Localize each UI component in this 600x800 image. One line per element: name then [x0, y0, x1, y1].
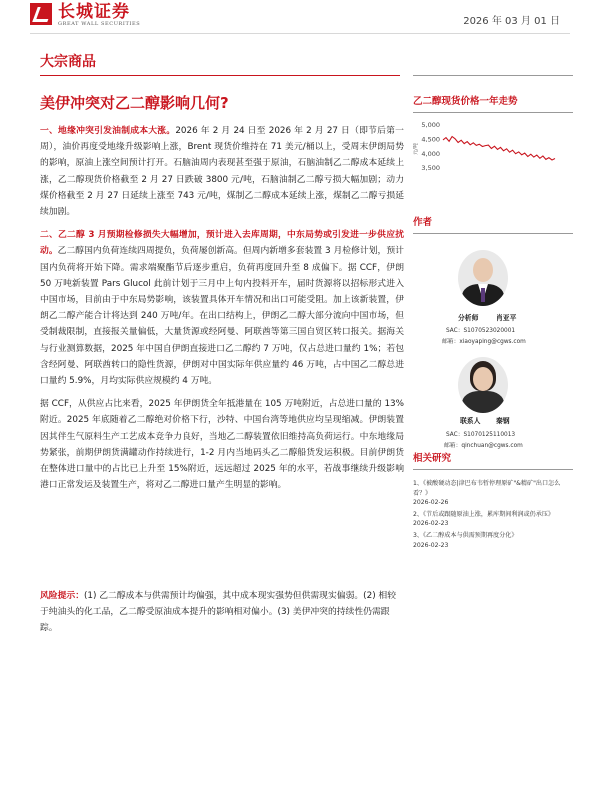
authors-heading-rule: [413, 233, 573, 234]
analyst-1-name: 肖亚平: [496, 314, 517, 322]
chart-section: [413, 93, 573, 113]
price-series-line: [443, 137, 555, 161]
risk-warning: [40, 588, 404, 636]
y-tick-label: 5,000: [421, 121, 440, 130]
paragraph-1-text: 2026 年 2 月 24 日至 2026 年 2 月 27 日（即节后第一周），油价再度受地缘升级影响上涨，Brent 现货价维持在 71 美元/桶以上，受周末伊朗局势的影响，原油上涨空间预计打开。石脑油周内表现甚至强于原油，石脑油制乙二醇成本延续上涨，乙二醇现货价格截至 2 月 27 日跌破 3800 元/吨，石脑油制乙二醇亏损大幅加剧；动力煤价格截至 2 月 27 日延续上涨至 743 元/吨，煤制乙二醇成本延续上涨，煤制乙二醇亏损延续加剧。: [40, 126, 404, 218]
y-tick-label: 3,500: [421, 164, 440, 173]
report-date: 2026 年 03 月 01 日: [463, 16, 560, 27]
analyst-2-email[interactable]: 邮箱：qinchuan@cgws.com: [444, 443, 523, 449]
analyst-2-role: 联系人: [460, 417, 481, 425]
paragraph-2-text: 乙二醇国内负荷连续四周提负，负荷屡创新高。但周内新增多套装置 3 月检修计划，预计国内负荷将开始下降。需求端聚酯节后逐步重启，负荷再度回升至 8 成偏下。据 CCF，伊朗 50 万吨新装置 Pars Glucol 此前计划于三月中上旬内投料开车，届时货源将以招标形式进入中国市场，目前由于中东局势影响，该装置具体开车情况和出口可能受阻。加上该新装置，伊朗乙二醇产能合计将达到 240 万吨/年。在出口结构上，伊朗乙二醇大部分流向中国市场，但受制裁限制，直接报关量偏低，大量货源或经阿曼、阿联酋等第三国自贸区转口报关。据海关与行业测算数据，2025 年中国自伊朗直接进口乙二醇约 7 万吨，仅占总进口量约 1%；若包含经阿曼、阿联酋转口的隐性货源，伊朗对中国实际年供应量约 46 万吨，占中国乙二醇总进口量约 5.9%，月均实际供应规模约 4 万吨。: [40, 246, 404, 387]
related-item[interactable]: [413, 531, 573, 550]
paragraph-2-heading: 二、乙二醇 3 月预期检修损失大幅增加，预计进入去库周期，中东局势或引发进一步供应扰动。: [40, 230, 404, 257]
y-tick-label: 4,000: [421, 149, 440, 158]
y-axis-label: 元/吨: [413, 143, 419, 155]
section-tag: 大宗商品: [40, 54, 96, 70]
related-item-date: 2026-02-26: [413, 499, 449, 507]
analyst-2-sac: SAC：S1070125110013: [446, 432, 516, 438]
related-item-date: 2026-02-23: [413, 520, 449, 528]
chart-heading: 乙二醇现货价格一年走势: [413, 96, 518, 107]
related-item-title[interactable]: 1、《被酸硬动态|津巴布韦暂停理原矿"&精矿"出口怎么看？》: [413, 480, 561, 497]
logo-name-en: GREAT WALL SECURITIES: [58, 21, 141, 27]
y-tick-label: 4,500: [421, 135, 440, 144]
brand-logo: [30, 3, 140, 28]
analyst-1-sac: SAC：S1070523020001: [446, 328, 516, 334]
chart-heading-rule: [413, 112, 573, 113]
section-divider: [40, 75, 400, 76]
analyst-1-role: 分析师: [458, 314, 479, 322]
related-item-title[interactable]: 2、《节后或跟随原油上涨，累库期间利润或仍承压》: [413, 510, 554, 518]
related-item-title[interactable]: 3、《乙二醇成本与供需预期再度分化》: [413, 531, 518, 539]
price-line-chart: [413, 118, 573, 180]
sidebar-top-divider: [413, 75, 573, 76]
related-item[interactable]: [413, 510, 573, 529]
authors-section: [413, 214, 573, 234]
related-item[interactable]: [413, 479, 573, 508]
report-title: 美伊冲突对乙二醇影响几何?: [40, 94, 229, 112]
report-body: [40, 123, 404, 500]
analyst-1-email[interactable]: 邮箱：xiaoyaping@cgws.com: [442, 339, 526, 345]
related-heading: 相关研究: [413, 453, 452, 464]
risk-text: (1) 乙二醇成本与供需预计均偏强，其中成本现实强势但供需现实偏弱。(2) 相较于纯油头的化工品，乙二醇受原油成本提升的影响相对偏小。(3) 美伊冲突的持续性仍需跟踪。: [40, 591, 397, 633]
paragraph-3: 据 CCF，从供应占比来看，2025 年伊朗货全年抵港量在 105 万吨附近，占总进口量的 13%附近。2025 年底随着乙二醇绝对价格下行，沙特、中国台湾等地供应均呈现缩减。伊朗装置因其伴生气原料生产工艺成本竞争力良好，当地乙二醇装置依旧维持高负荷运行。中东地缘局势紧张，前期伊朗货满罐动作持续进行，1-2 月内当地码头乙二醇船货发运积极。目前伊朗货在整体进口量中的占比已上升至 15%附近，远远超过 2025 年的水平，若战事继续升级影响港口正常发运及装置生产，将对乙二醇进口量产生明显的影响。: [40, 399, 404, 491]
analyst-2-photo: [458, 357, 508, 413]
analyst-2-name: 秦钢: [496, 417, 510, 425]
logo-name: 长城证券: [58, 2, 130, 22]
paragraph-1: [40, 123, 404, 220]
authors-heading: 作者: [413, 217, 433, 228]
related-heading-rule: [413, 469, 573, 470]
related-item-date: 2026-02-23: [413, 541, 449, 549]
related-section: [413, 450, 573, 470]
analyst-1-photo: [458, 250, 508, 306]
paragraph-2: [40, 227, 404, 389]
logo-mark-icon: [30, 3, 52, 25]
header-divider: [30, 33, 570, 34]
paragraph-1-heading: 一、地缘冲突引发油制成本大涨。: [40, 126, 176, 136]
related-list: [413, 479, 573, 552]
risk-heading: 风险提示：: [40, 591, 84, 601]
